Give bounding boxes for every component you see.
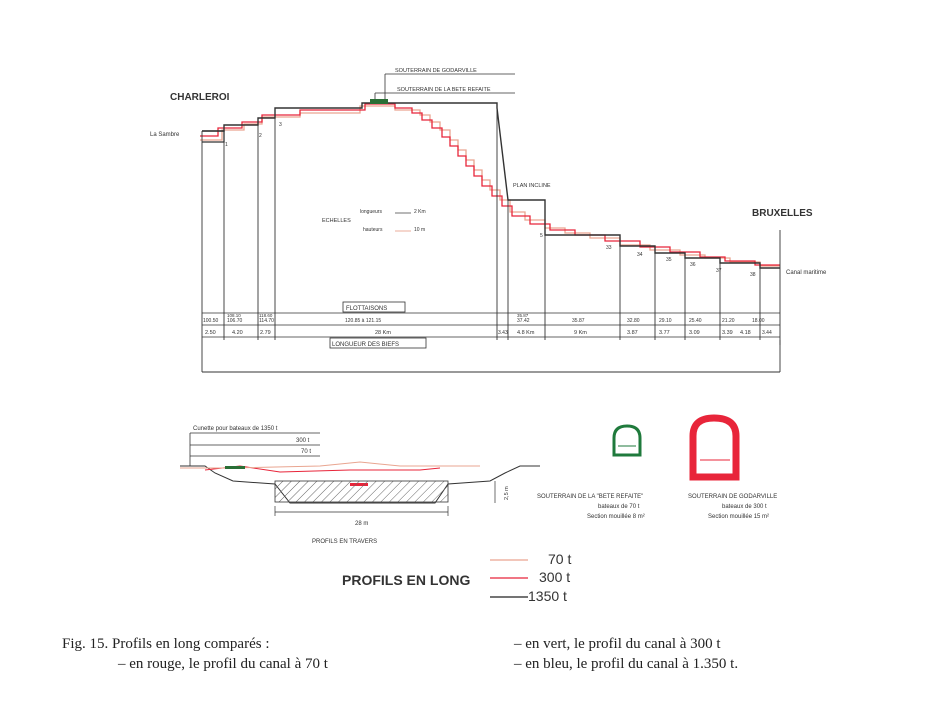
tunnel-godarville	[688, 418, 777, 520]
cross-width-label: 28 m	[355, 521, 369, 527]
scale-lengths-label: longueurs	[360, 209, 382, 215]
lock-number: 33	[606, 245, 612, 251]
caption-line-2: – en rouge, le profil du canal à 70 t	[118, 656, 328, 672]
bete-refaite-section: Section mouillée 8 m²	[587, 514, 645, 520]
lock-number: 2	[259, 133, 262, 139]
flottaison-value-upper: 118.60	[259, 313, 273, 318]
lock-number: 37	[716, 268, 722, 274]
cross-section	[180, 426, 540, 545]
flottaisons-label: FLOTTAISONS	[346, 306, 388, 312]
longueur-value: 28 Km	[375, 330, 391, 336]
lock-number: 35	[666, 257, 672, 263]
longueur-value: 3.09	[689, 330, 700, 336]
flottaison-value: 114.70	[259, 318, 274, 324]
tunnel-bete-refaite	[537, 426, 645, 520]
longueur-value: 3.44	[762, 330, 772, 336]
longueur-value: 3.77	[659, 330, 670, 336]
flottaison-value-upper: 35.87	[517, 313, 529, 318]
plan-incline-label: PLAN INCLINE	[513, 183, 551, 189]
cross-depth-label: 2,5 m	[504, 486, 510, 500]
lock-number: 34	[637, 252, 643, 258]
bete-refaite-title: SOUTERRAIN DE LA "BETE REFAITE"	[537, 494, 644, 500]
longueur-value: 2.50	[205, 330, 216, 336]
longueur-biefs-label: LONGUEUR DES BIEFS	[332, 342, 400, 348]
legend	[342, 551, 571, 604]
godarville-tunnel-label: SOUTERRAIN DE GODARVILLE	[395, 68, 477, 74]
longueur-value: 2.79	[260, 330, 271, 336]
lock-number-group	[225, 122, 756, 278]
tunnel-marker	[370, 99, 388, 104]
flottaison-value: 29.10	[659, 318, 672, 324]
cross-section-title: PROFILS EN TRAVERS	[312, 539, 378, 545]
bete-refaite-tunnel-label: SOUTERRAIN DE LA BETE REFAITE	[397, 87, 491, 93]
longueur-value: 4.20	[232, 330, 243, 336]
scale-heights-value: 10 m	[414, 227, 426, 233]
caption-line-4: – en bleu, le profil du canal à 1.350 t.	[514, 656, 739, 672]
flottaison-value: 37.42	[517, 318, 530, 324]
canal-maritime-label: Canal maritime	[786, 270, 827, 276]
longueurs-row	[205, 330, 772, 336]
flottaison-value: 100.50	[203, 318, 219, 324]
legend-label-300t: 300 t	[539, 569, 571, 585]
godarville-title: SOUTERRAIN DE GODARVILLE	[688, 494, 778, 500]
bete-refaite-boats: bateaux de 70 t	[598, 504, 640, 510]
bruxelles-label: BRUXELLES	[752, 208, 813, 219]
godarville-boats: bateaux de 300 t	[722, 504, 767, 510]
godarville-section: Section mouillée 15 m²	[708, 514, 770, 520]
scale-lengths-value: 2 Km	[414, 209, 426, 215]
cross-70t-label: 70 t	[301, 449, 312, 455]
longueur-value: 4.18	[740, 330, 751, 336]
flottaison-value: 21.20	[722, 318, 735, 324]
lock-number: 38	[750, 272, 756, 278]
lock-number: 5	[540, 233, 543, 239]
caption-line-3: – en vert, le profil du canal à 300 t	[514, 636, 721, 652]
longueur-value: 4.8 Km	[517, 330, 535, 336]
flottaison-value: 35.87	[572, 318, 585, 324]
long-profile	[150, 68, 827, 372]
caption-line-1: Fig. 15. Profils en long comparés :	[62, 636, 270, 652]
legend-title: PROFILS EN LONG	[342, 572, 471, 588]
longueur-value: 3.87	[627, 330, 638, 336]
flottaison-value: 32.80	[627, 318, 640, 324]
cunette-label: Cunette pour bateaux de 1350 t	[193, 426, 278, 432]
longueur-value: 3.43	[498, 330, 508, 336]
cross-300t-label: 300 t	[296, 438, 310, 444]
lock-number: 1	[225, 142, 228, 148]
longueur-value: 3.39	[722, 330, 733, 336]
legend-label-70t: 70 t	[548, 551, 572, 567]
charleroi-label: CHARLEROI	[170, 92, 230, 103]
flottaison-value: 25.40	[689, 318, 702, 324]
la-sambre-label: La Sambre	[150, 132, 180, 138]
flottaisons-row	[203, 313, 765, 324]
lock-number: 3	[279, 122, 282, 128]
flottaison-value: 106.70	[227, 318, 243, 324]
lock-number: 36	[690, 262, 696, 268]
profile-table-lines	[202, 302, 780, 348]
longueur-value: 9 Km	[574, 330, 587, 336]
scale-heights-label: hauteurs	[363, 227, 383, 233]
flottaison-value: 120.85 à 121.15	[345, 318, 382, 324]
legend-label-1350t: 1350 t	[528, 588, 567, 604]
flottaison-value-upper: 108.10	[227, 313, 241, 318]
scales-title: ECHELLES	[322, 218, 351, 224]
flottaison-value: 18.00	[752, 318, 765, 324]
